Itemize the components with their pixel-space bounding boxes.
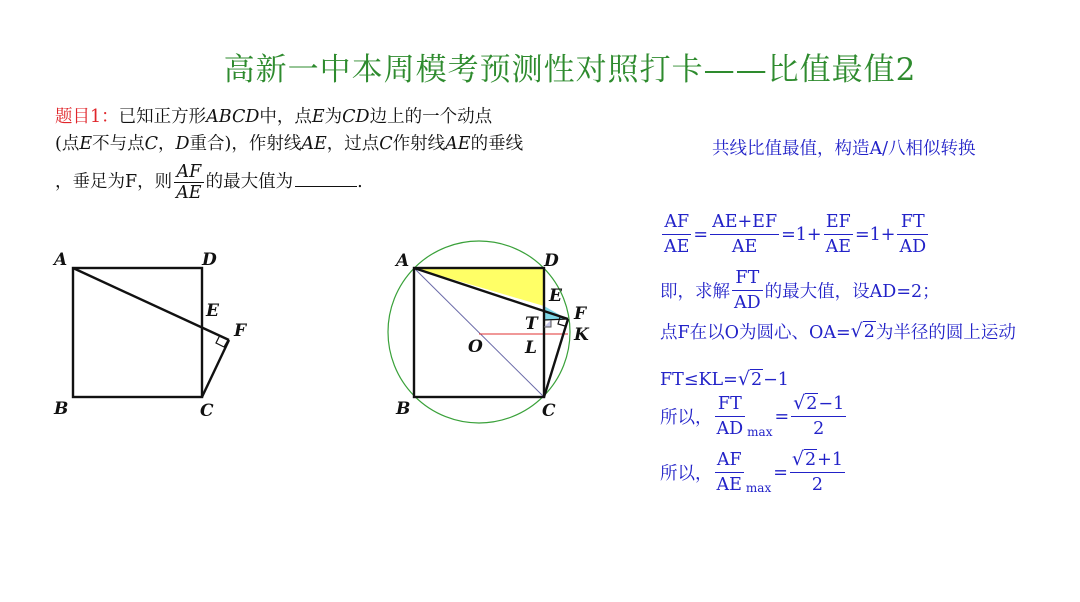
fraction-numerator	[791, 392, 846, 417]
sqrt: √ 2	[791, 448, 817, 470]
sqrt: √ 2	[850, 320, 875, 342]
problem-text: ，	[158, 134, 176, 154]
fraction	[715, 448, 744, 497]
problem-text: (点	[55, 134, 80, 154]
page-title: 高新一中本周模考预测性对照打卡——比值最值2	[223, 52, 917, 88]
problem-text: 为	[324, 107, 343, 127]
fraction	[824, 210, 853, 259]
fraction-numerator: AE+EF	[710, 210, 779, 235]
sqrt: √ 2	[793, 392, 818, 414]
label-K: K	[574, 325, 589, 345]
solution-text: 所以，	[660, 464, 713, 484]
problem-text: .	[357, 172, 363, 192]
solution-text: 为半径的圆上运动	[875, 323, 1016, 343]
subscript-max: max	[745, 481, 772, 495]
numerator-tail: +1	[817, 450, 843, 470]
segment-cf	[544, 319, 568, 397]
solution-text: FT≤KL=	[660, 369, 738, 390]
var-AE: AE	[301, 134, 327, 154]
fraction	[732, 266, 763, 315]
solution-line-4	[660, 369, 789, 390]
square-abcd	[73, 268, 202, 397]
solution-line-3	[660, 319, 1016, 344]
problem-line-1	[55, 104, 615, 131]
problem-text: 的垂线	[470, 134, 524, 154]
equals-sign: =	[774, 406, 790, 427]
sqrt: √ 2	[737, 368, 763, 390]
fraction-numerator: AF	[662, 210, 691, 235]
label-F: F	[574, 304, 587, 324]
fraction-numerator: EF	[824, 210, 853, 235]
equation-text: =1+	[781, 224, 822, 245]
problem-text: 作射线	[392, 134, 446, 154]
solution-line-1	[660, 210, 930, 259]
fraction-numerator: FT	[715, 392, 746, 417]
solution-line-5	[660, 392, 848, 441]
label-D: D	[202, 250, 217, 270]
figure-square-2	[385, 240, 610, 430]
numerator-tail: −1	[818, 394, 845, 414]
solution-text: 即，求解	[660, 282, 730, 302]
fraction-denominator: 2	[813, 419, 825, 439]
label-C: C	[542, 401, 556, 421]
problem-line-2	[55, 131, 615, 158]
fraction-af-ae	[174, 162, 203, 203]
solution-text: 的最大值，设AD=2；	[764, 282, 940, 302]
fraction-numerator	[790, 448, 845, 473]
problem-label: 题目1：	[55, 107, 119, 127]
fraction-numerator: AF	[715, 448, 744, 473]
fraction-denominator: AE	[664, 237, 690, 257]
label-C: C	[200, 401, 214, 421]
var-E: E	[79, 134, 93, 154]
label-A: A	[396, 251, 410, 271]
solution-text: 点F在以O为圆心、OA=	[660, 323, 851, 343]
problem-line-3	[55, 162, 615, 203]
problem-text: 的最大值为	[205, 172, 294, 192]
fraction	[897, 210, 928, 259]
label-T: T	[525, 314, 538, 334]
solution-text: −1	[763, 369, 789, 390]
fraction-denominator: AD	[899, 237, 927, 257]
fraction-denominator: AE	[731, 237, 758, 257]
segment-cf	[202, 340, 229, 397]
fraction-numerator: FT	[732, 266, 763, 291]
problem-text: 已知正方形	[118, 107, 207, 127]
label-B: B	[396, 399, 411, 419]
fraction	[662, 210, 691, 259]
fraction	[715, 392, 746, 441]
var-C: C	[379, 134, 393, 154]
solution-text: 所以，	[660, 408, 713, 428]
var-E: E	[311, 107, 325, 127]
problem-text: ，垂足为F，则	[55, 172, 173, 192]
sqrt-radicand: 2	[806, 394, 818, 414]
sqrt-radicand: 2	[863, 322, 875, 342]
var-C: C	[144, 134, 158, 154]
label-D: D	[544, 251, 559, 271]
var-D: D	[175, 134, 190, 154]
var-square: ABCD	[206, 107, 260, 127]
answer-blank	[295, 172, 357, 187]
problem-text: 重合)，作射线	[189, 134, 302, 154]
sqrt-radicand: 2	[805, 450, 817, 470]
label-O: O	[468, 337, 483, 357]
label-E: E	[206, 301, 219, 321]
problem-text: 边上的一个动点	[369, 107, 493, 127]
label-F: F	[234, 321, 247, 341]
fraction-denominator: AD	[716, 419, 744, 439]
var-CD: CD	[342, 107, 370, 127]
equals-sign: =	[773, 462, 788, 483]
solution-line-6	[660, 448, 847, 497]
equation-text: =1+	[854, 224, 896, 245]
problem-text: 不与点	[92, 134, 145, 154]
problem-text: ，过点	[326, 134, 380, 154]
fraction	[710, 210, 779, 259]
label-L: L	[525, 338, 537, 358]
label-E: E	[549, 286, 562, 306]
subscript-max: max	[747, 425, 773, 439]
fraction-numerator: FT	[897, 210, 928, 235]
problem-statement	[55, 104, 615, 203]
fraction	[791, 392, 846, 441]
fraction-denominator: 2	[811, 475, 823, 495]
fraction	[790, 448, 845, 497]
fraction-numerator: AF	[174, 162, 203, 183]
method-hint: 共线比值最值，构造A/八相似转换	[712, 139, 976, 159]
problem-text: 中，点	[259, 107, 312, 127]
fraction-denominator: AE	[825, 237, 851, 257]
fraction-denominator: AE	[176, 183, 202, 203]
fraction-denominator: AE	[716, 475, 742, 495]
sqrt-radicand: 2	[750, 370, 763, 390]
label-A: A	[54, 250, 68, 270]
solution-line-2	[660, 266, 940, 315]
var-AE: AE	[445, 134, 471, 154]
equals-sign: =	[693, 224, 709, 245]
figure-square-1	[40, 240, 270, 430]
fraction-denominator: AD	[734, 293, 761, 313]
label-B: B	[54, 399, 69, 419]
